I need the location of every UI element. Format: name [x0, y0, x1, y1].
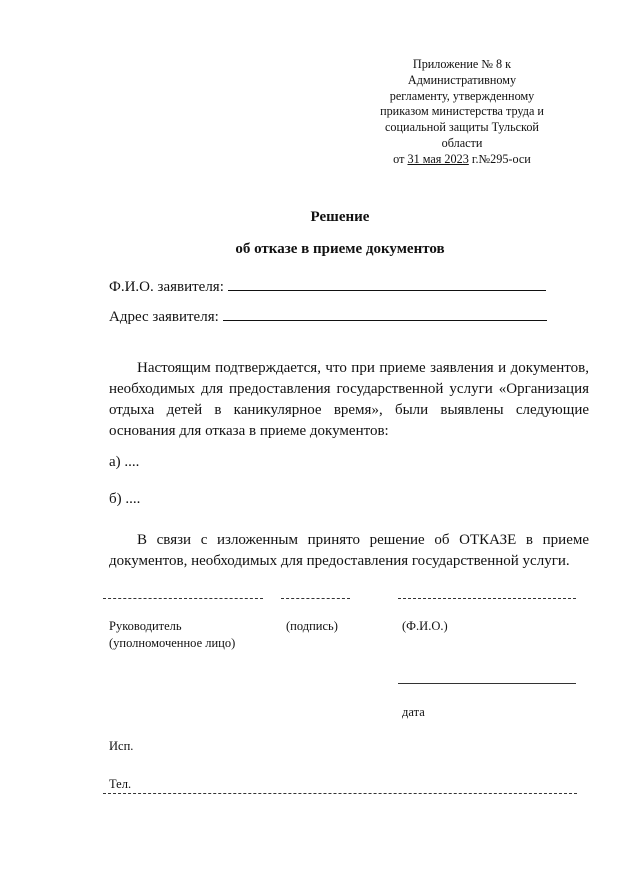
- appendix-date-line: [362, 152, 562, 168]
- main-paragraph: [109, 358, 589, 442]
- applicant-name-label: Ф.И.О. заявителя:: [109, 279, 224, 295]
- appendix-date-underlined: 31 мая 2023: [407, 151, 469, 166]
- name-label: (Ф.И.О.): [402, 619, 448, 633]
- name-signature-line: [398, 598, 576, 599]
- head-signature-line: [103, 598, 263, 599]
- appendix-date-suffix: г.№295-оси: [468, 151, 531, 166]
- reason-item-a: а) ....: [109, 454, 140, 470]
- appendix-header: [362, 57, 562, 168]
- reason-item-b: б) ....: [109, 491, 141, 507]
- footer-line: [103, 793, 577, 794]
- head-sublabel: (уполномоченное лицо): [109, 636, 236, 650]
- document-title: Решение: [310, 209, 370, 225]
- date-line: [398, 683, 576, 684]
- applicant-name-blank-line: [228, 289, 546, 291]
- applicant-address-field: [109, 309, 547, 326]
- signature-line: [281, 598, 350, 599]
- applicant-address-label: Адрес заявителя:: [109, 309, 219, 325]
- phone-label: Тел.: [109, 777, 132, 791]
- signature-label: (подпись): [286, 619, 338, 633]
- head-label: Руководитель: [109, 619, 182, 633]
- applicant-address-blank-line: [223, 319, 547, 321]
- head-label-block: [109, 618, 235, 652]
- appendix-date-prefix: от: [393, 151, 408, 166]
- appendix-line-5: социальной защиты Тульской: [385, 120, 539, 135]
- appendix-line-1: Приложение № 8 к: [412, 57, 512, 71]
- appendix-line-2: Административному: [407, 72, 517, 87]
- appendix-line-4: приказом министерства труда и: [380, 104, 544, 119]
- appendix-line-3: регламенту, утвержденному: [389, 88, 535, 103]
- appendix-line-6: области: [441, 135, 483, 150]
- applicant-name-field: [109, 279, 546, 296]
- date-label: дата: [402, 705, 425, 719]
- decision-paragraph-text: В связи с изложенным принято решение об ОТКАЗЕ в приеме документов, необходимых для предоставления государственной услуги.: [109, 532, 589, 569]
- main-paragraph-text: Настоящим подтверждается, что при приеме заявления и документов, необходимых для предоставления государственной услуги «Организация отдыха детей в каникулярное время», были выявлены следующие основания для отказа в приеме документов:: [109, 360, 589, 439]
- executor-label: Исп.: [109, 739, 134, 753]
- document-subtitle: об отказе в приеме документов: [235, 241, 445, 257]
- decision-paragraph: [109, 530, 589, 572]
